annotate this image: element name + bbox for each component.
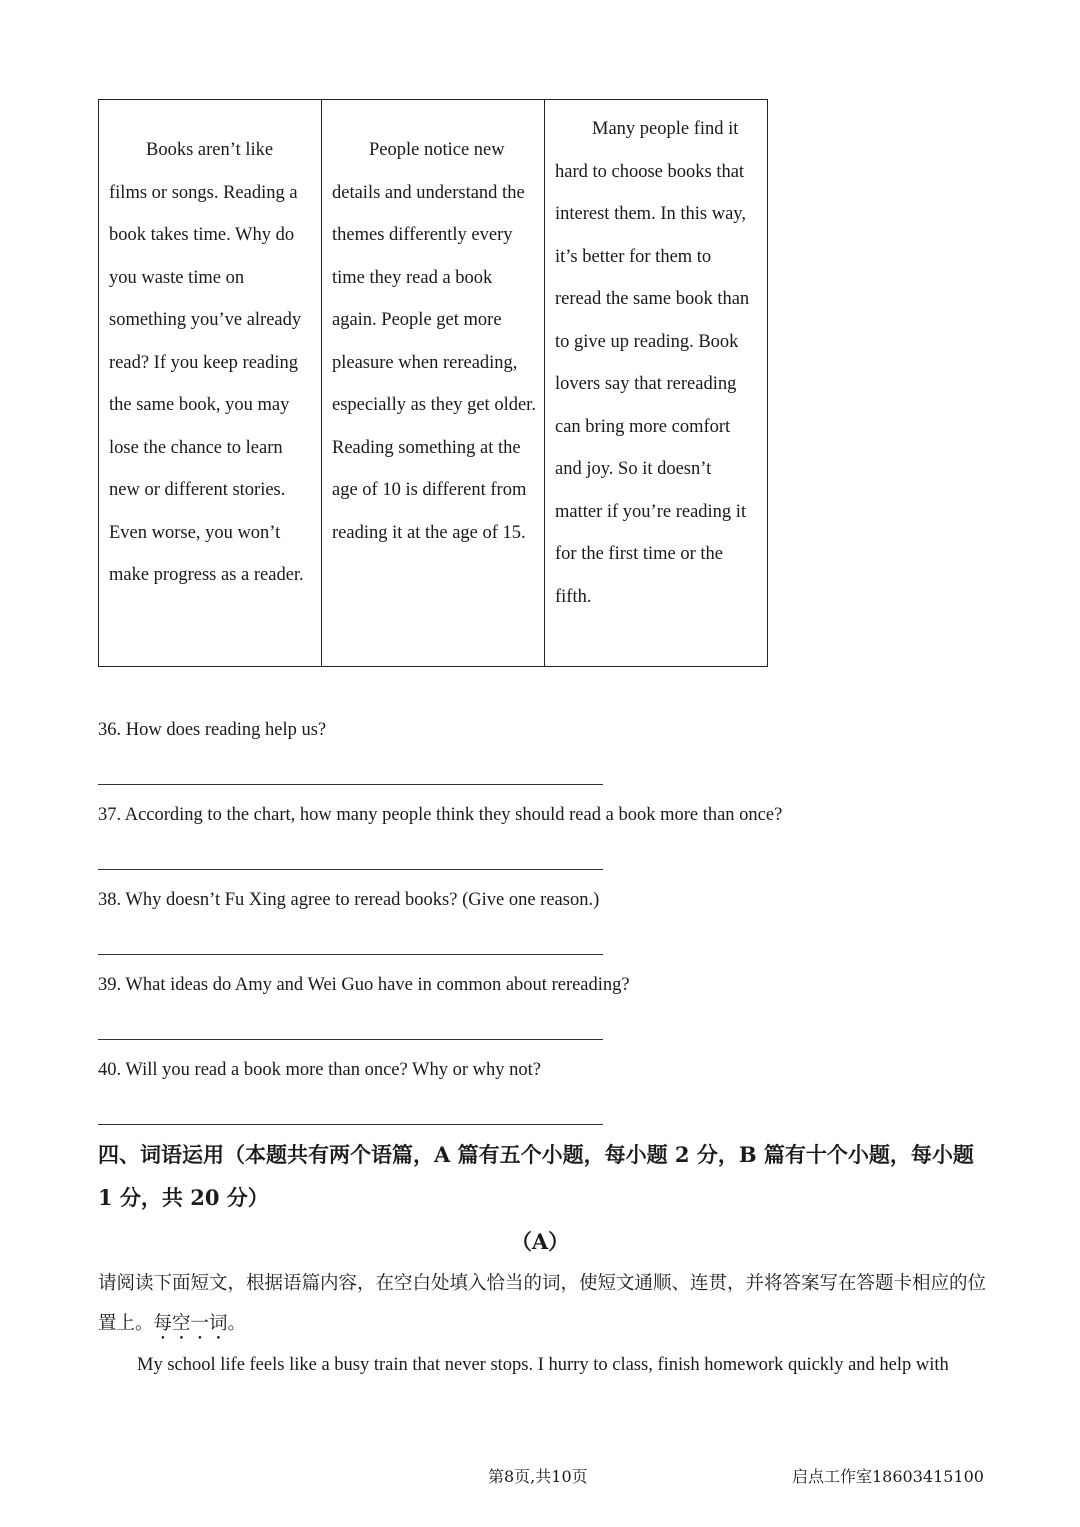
instruction-emphasis: 每空一词 [153,1313,228,1334]
opinion-cell-wei-guo [545,100,768,667]
opinion-text: People notice new details and understand the themes differently every time they read a book again. People get more pleasure when rereading, especially as they get older. Reading something at the age of 10 is different from reading it at the age of 15. [332,140,536,543]
answer-line-36[interactable] [98,784,603,785]
opinion-text: Many people find it hard to choose books that interest them. In this way, it’s better for them to reread the same book than to give up reading. Book lovers say that rereading can bring more comfort and joy. So it doesn’t matter if you’re reading it for the first time or the fifth. [555,119,750,607]
passage-text: My school life feels like a busy train that never stops. I hurry to class, finish homework quickly and help with [137,1355,949,1375]
footer-studio: 启点工作室18603415100 [792,1467,984,1486]
instruction-main: 请阅读下面短文，根据语篇内容，在空白处填入恰当的词，使短文通顺、连贯，并将答案写在答题卡相应的位置上。 [98,1273,987,1334]
section-title: 四、词语运用（本题共有两个语篇，A 篇有五个小题，每小题 2 分，B 篇有十个小题，每小题 1 分，共 20 分） [98,1142,974,1210]
table-row [99,100,768,667]
instructions [98,1264,988,1344]
opinion-text: Books aren’t like films or songs. Reading a book takes time. Why do you waste time on something you’ve already read? If you keep reading the same book, you may lose the chance to learn new or different stories. Even worse, you won’t make progress as a reader. [109,140,304,585]
answer-line-37[interactable] [98,869,603,870]
instruction-end: 。 [227,1313,247,1334]
question-38: 38. Why doesn’t Fu Xing agree to reread books? (Give one reason.) [98,890,600,910]
answer-line-40[interactable] [98,1124,603,1125]
opinion-cell-fu-xing [99,100,322,667]
answer-line-39[interactable] [98,1039,603,1040]
part-title: （A） [510,1229,570,1254]
question-39: 39. What ideas do Amy and Wei Guo have in common about rereading? [98,975,630,995]
opinion-cell-amy [322,100,545,667]
question-37: 37. According to the chart, how many people think they should read a book more than once? [98,805,783,825]
question-40: 40. Will you read a book more than once? Why or why not? [98,1060,541,1080]
answer-line-38[interactable] [98,954,603,955]
question-36: 36. How does reading help us? [98,720,327,740]
page-number: 第8页,共10页 [488,1467,588,1486]
opinions-table [98,99,768,667]
